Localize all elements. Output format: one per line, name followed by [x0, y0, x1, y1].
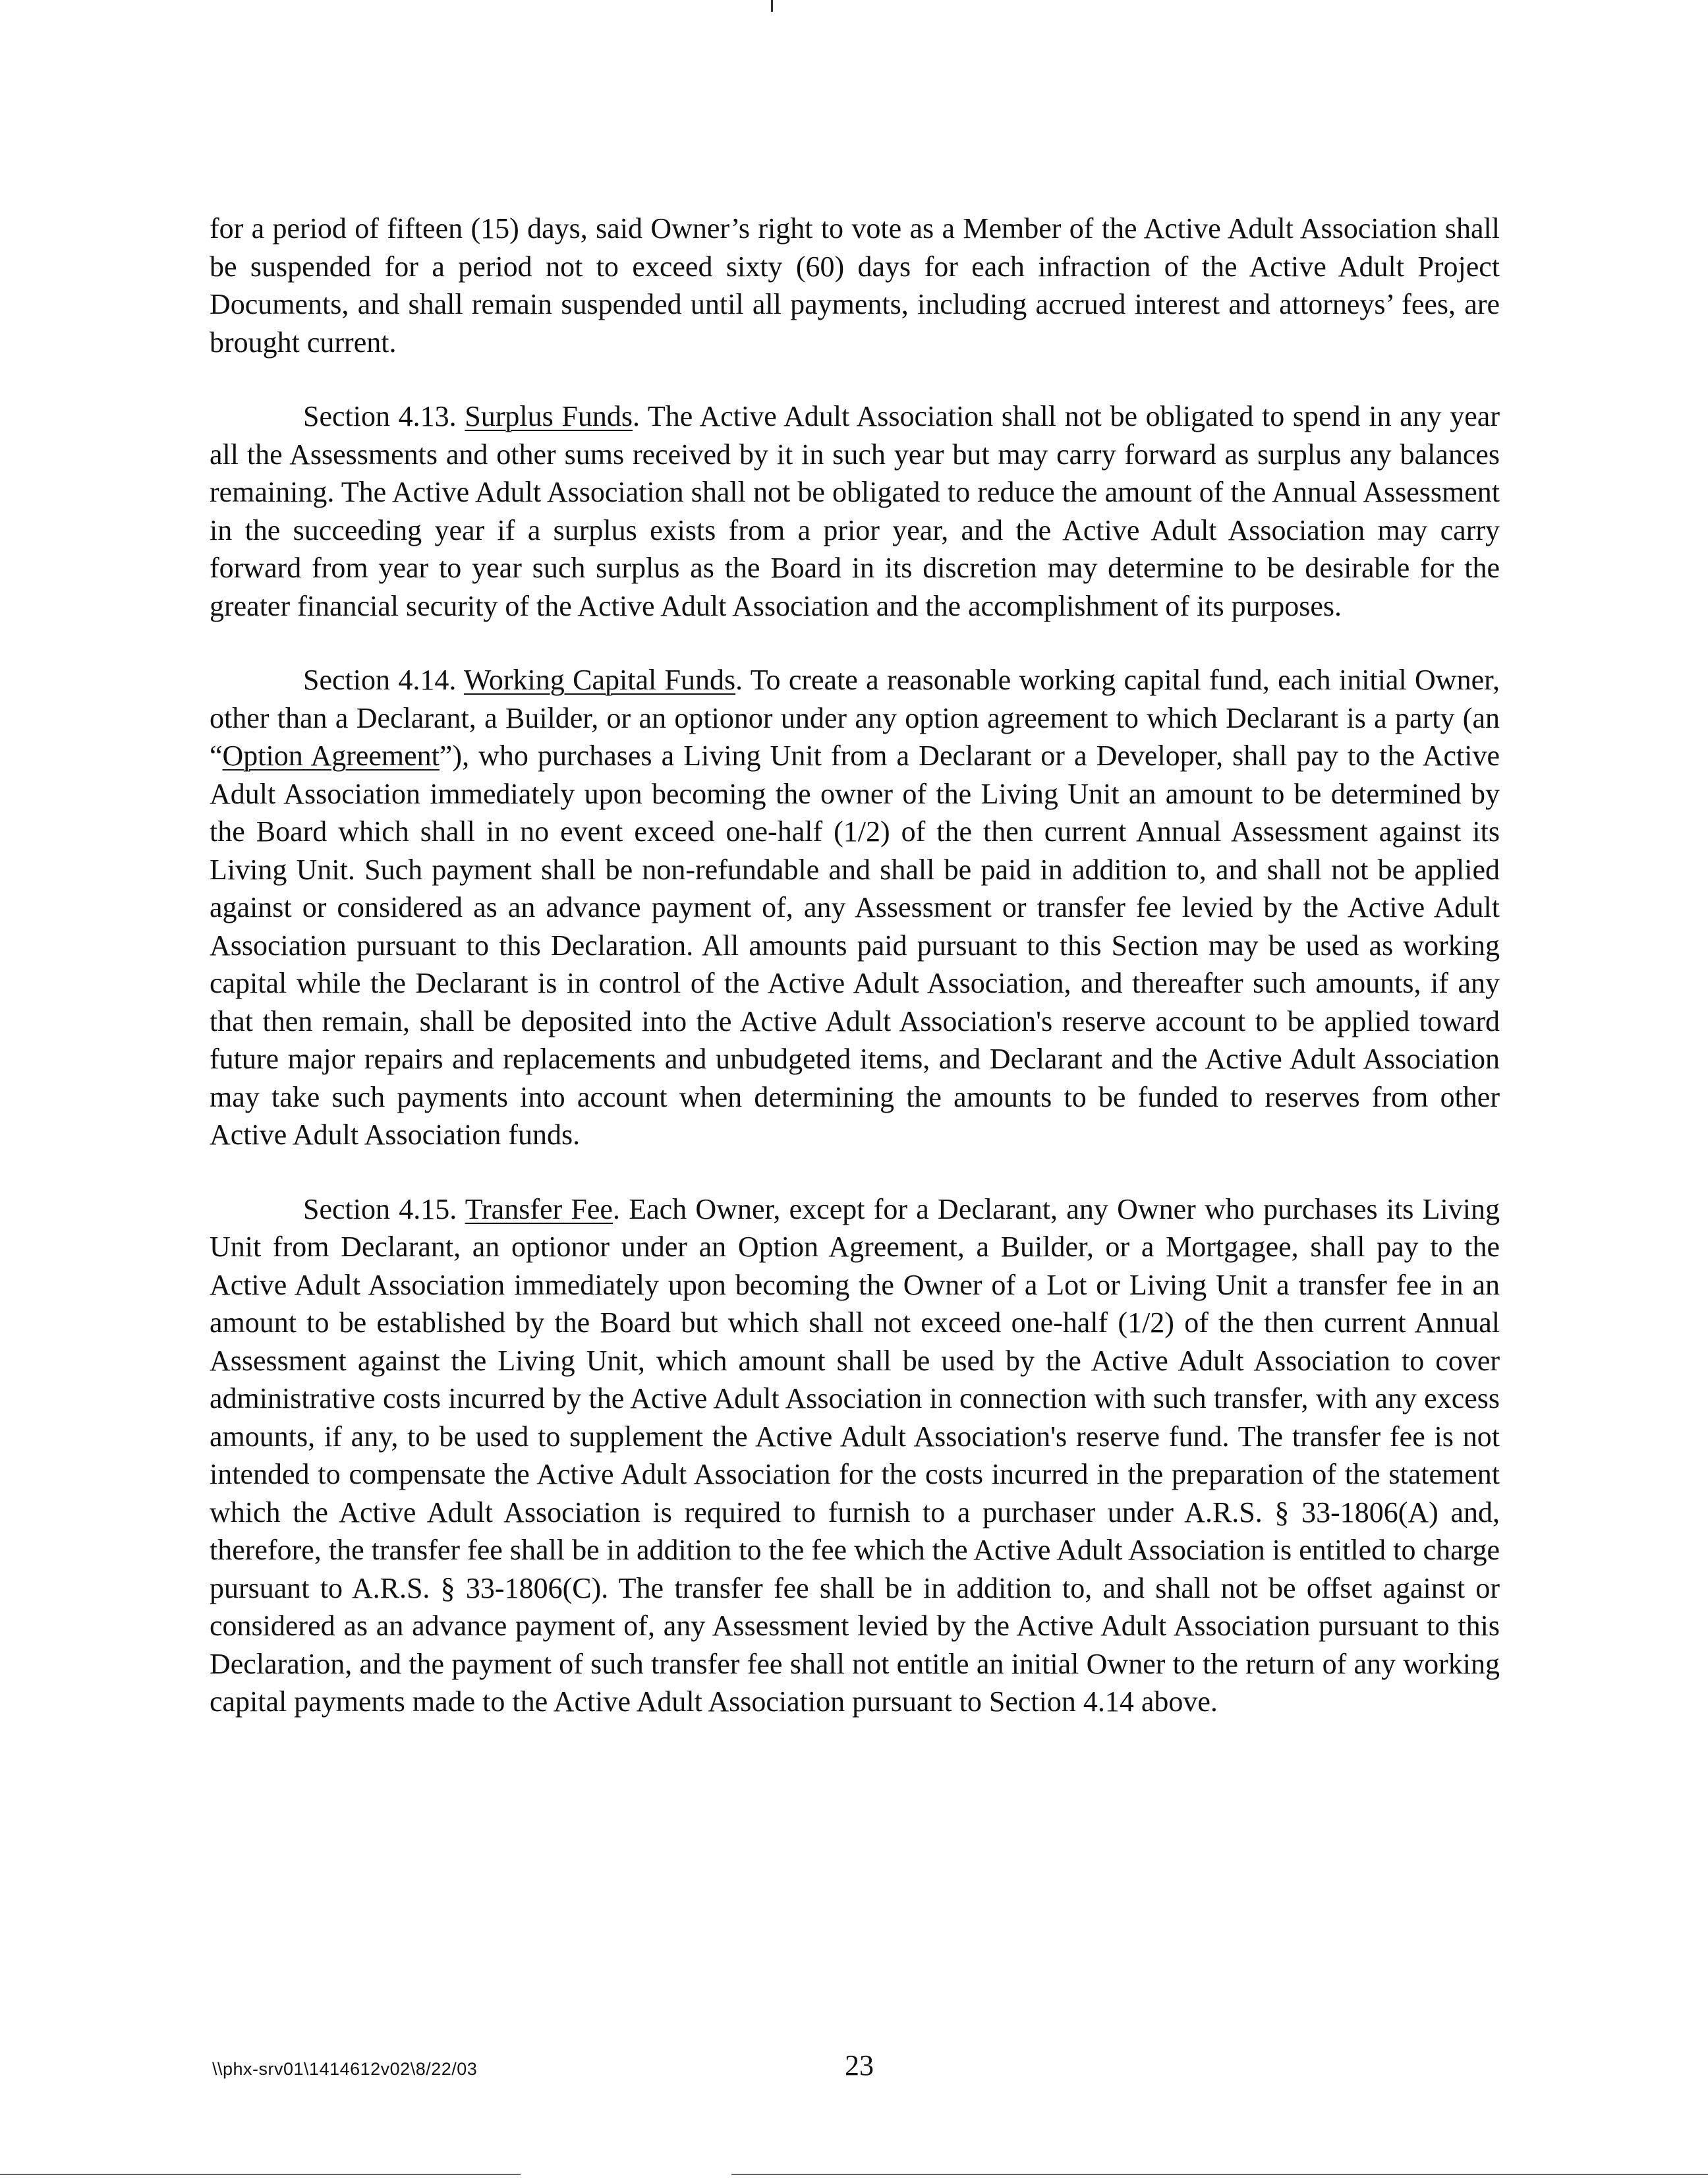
- continuation-paragraph: [210, 210, 1500, 361]
- section-4-15-number: Section 4.15.: [303, 1192, 457, 1225]
- section-4-15-heading: Transfer Fee: [465, 1192, 613, 1225]
- continuation-text: for a period of fifteen (15) days, said Owner’s right to vote as a Member of the Active Adult Association shall be suspended for a period not to exceed sixty (60) days for each infraction of the Active Adult Project Documents, and shall remain suspended until all payments, including accrued interest and attorneys’ fees, are brought current.: [210, 212, 1500, 359]
- section-4-15-body: . Each Owner, except for a Declarant, any Owner who purchases its Living Unit from Declarant, an optionor under an Option Agreement, a Builder, or a Mortgagee, shall pay to the Active Adult Association immediately upon becoming the Owner of a Lot or Living Unit a transfer fee in an amount to be established by the Board but which shall not exceed one-half (1/2) of the then current Annual Assessment against the Living Unit, which amount shall be used by the Active Adult Association to cover administrative costs incurred by the Active Adult Association in connection with such transfer, with any excess amounts, if any, to be used to supplement the Active Adult Association's reserve fund. The transfer fee is not intended to compensate the Active Adult Association for the costs incurred in the preparation of the statement which the Active Adult Association is required to furnish to a purchaser under A.R.S. § 33-1806(A) and, therefore, the transfer fee shall be in addition to the fee which the Active Adult Association is entitled to charge pursuant to A.R.S. § 33-1806(C). The transfer fee shall be in addition to, and shall not be offset against or considered as an advance payment of, any Assessment levied by the Active Adult Association pursuant to this Declaration, and the payment of such transfer fee shall not entitle an initial Owner to the return of any working capital payments made to the Active Adult Association pursuant to Section 4.14 above.: [210, 1192, 1500, 1718]
- section-4-14-number: Section 4.14.: [303, 664, 457, 696]
- section-4-15-paragraph: [210, 1190, 1500, 1721]
- page-number: 23: [845, 2049, 874, 2081]
- section-4-13-number: Section 4.13.: [303, 400, 457, 432]
- bottom-scan-edge-right: [731, 2174, 1708, 2175]
- section-4-14-body-after: ”), who purchases a Living Unit from a Declarant or a Developer, shall pay to the Active Adult Association immediately upon becoming the owner of the Living Unit an amount to be determined by the Board which shall in no event exceed one-half (1/2) of the then current Annual Assessment against its Living Unit. Such payment shall be non-refundable and shall be paid in addition to, and shall not be applied against or considered as an advance payment of, any Assessment or transfer fee levied by the Active Adult Association pursuant to this Declaration. All amounts paid pursuant to this Section may be used as working capital while the Declarant is in control of the Active Adult Association, and thereafter such amounts, if any that then remain, shall be deposited into the Active Adult Association's reserve account to be applied toward future major repairs and replacements and unbudgeted items, and Declarant and the Active Adult Association may take such payments into account when determining the amounts to be funded to reserves from other Active Adult Association funds.: [210, 740, 1500, 1151]
- section-4-13-body: . The Active Adult Association shall not be obligated to spend in any year all the Assessments and other sums received by it in such year but may carry forward as surplus any balances remaining. The Active Adult Association shall not be obligated to reduce the amount of the Annual Assessment in the succeeding year if a surplus exists from a prior year, and the Active Adult Association may carry forward from year to year such surplus as the Board in its discretion may determine to be desirable for the greater financial security of the Active Adult Association and the accomplishment of its purposes.: [210, 400, 1500, 622]
- top-scan-mark: [771, 0, 773, 12]
- section-4-14-body-before: . To create a reasonable working capital fund, each initial Owner, other than a Declarant, a Builder, or an optionor under any option agreement to which Declarant is a party (an “: [210, 664, 1500, 772]
- section-4-14-heading: Working Capital Funds: [463, 664, 736, 696]
- section-4-13-paragraph: [210, 397, 1500, 625]
- option-agreement-term: Option Agreement: [222, 740, 440, 772]
- bottom-scan-edge-left: [0, 2174, 521, 2175]
- footer-document-path: \\phx-srv01\1414612v02\8/22/03: [212, 2059, 478, 2079]
- section-4-14-paragraph: [210, 661, 1500, 1154]
- section-4-13-heading: Surplus Funds: [465, 400, 633, 432]
- document-body: [210, 210, 1500, 1721]
